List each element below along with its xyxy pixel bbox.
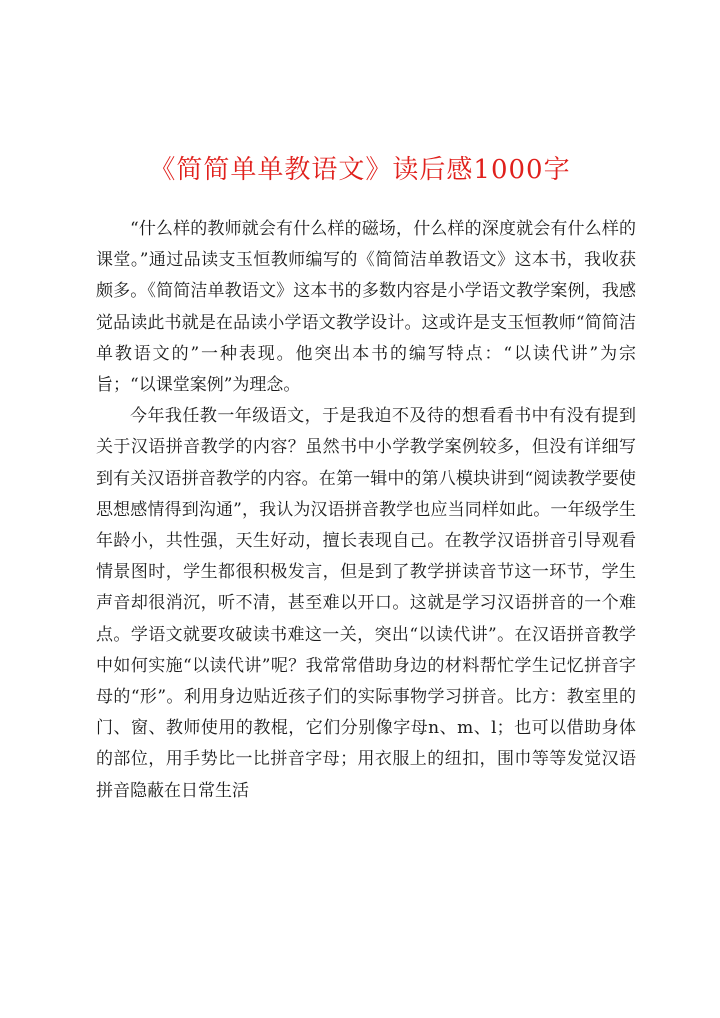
document-body (96, 214, 636, 807)
paragraph-1: “什么样的教师就会有什么样的磁场，什么样的深度就会有什么样的课堂。”通过品读支玉恒教师编写的《简简洁单教语文》这本书，我收获颇多。《简简洁单教语文》这本书的多数内容是小学语文教学案例，我感觉品读此书就是在品读小学语文教学设计。这或许是支玉恒教师“简简洁单教语文的”一种表现。他突出本书的编写特点：“以读代讲”为宗旨；“以课堂案例”为理念。 (96, 219, 636, 396)
paragraph-2: 今年我任教一年级语文，于是我迫不及待的想看看书中有没有提到关于汉语拼音教学的内容？虽然书中小学教学案例较多，但没有详细写到有关汉语拼音教学的内容。在第一辑中的第八模块讲到“阅读教学要使思想感情得到沟通”，我认为汉语拼音教学也应当同样如此。一年级学生年龄小，共性强，天生好动，擅长表现自己。在教学汉语拼音引导观看情景图时，学生都很积极发言，但是到了教学拼读音节这一环节，学生声音却很消沉，听不清，甚至难以开口。这就是学习汉语拼音的一个难点。学语文就要攻破读书难这一关，突出“以读代讲”。在汉语拼音教学中如何实施“以读代讲”呢？我常常借助身边的材料帮忙学生记忆拼音字母的“形”。利用身边贴近孩子们的实际事物学习拼音。比方：教室里的门、窗、教师使用的教棍，它们分别像字母n、m、l；也可以借助身体的部位，用手势比一比拼音字母；用衣服上的纽扣，围巾等等发觉汉语拼音隐蔽在日常生活 (96, 406, 636, 801)
document-title: 《简简单单教语文》读后感1000字 (149, 155, 571, 185)
